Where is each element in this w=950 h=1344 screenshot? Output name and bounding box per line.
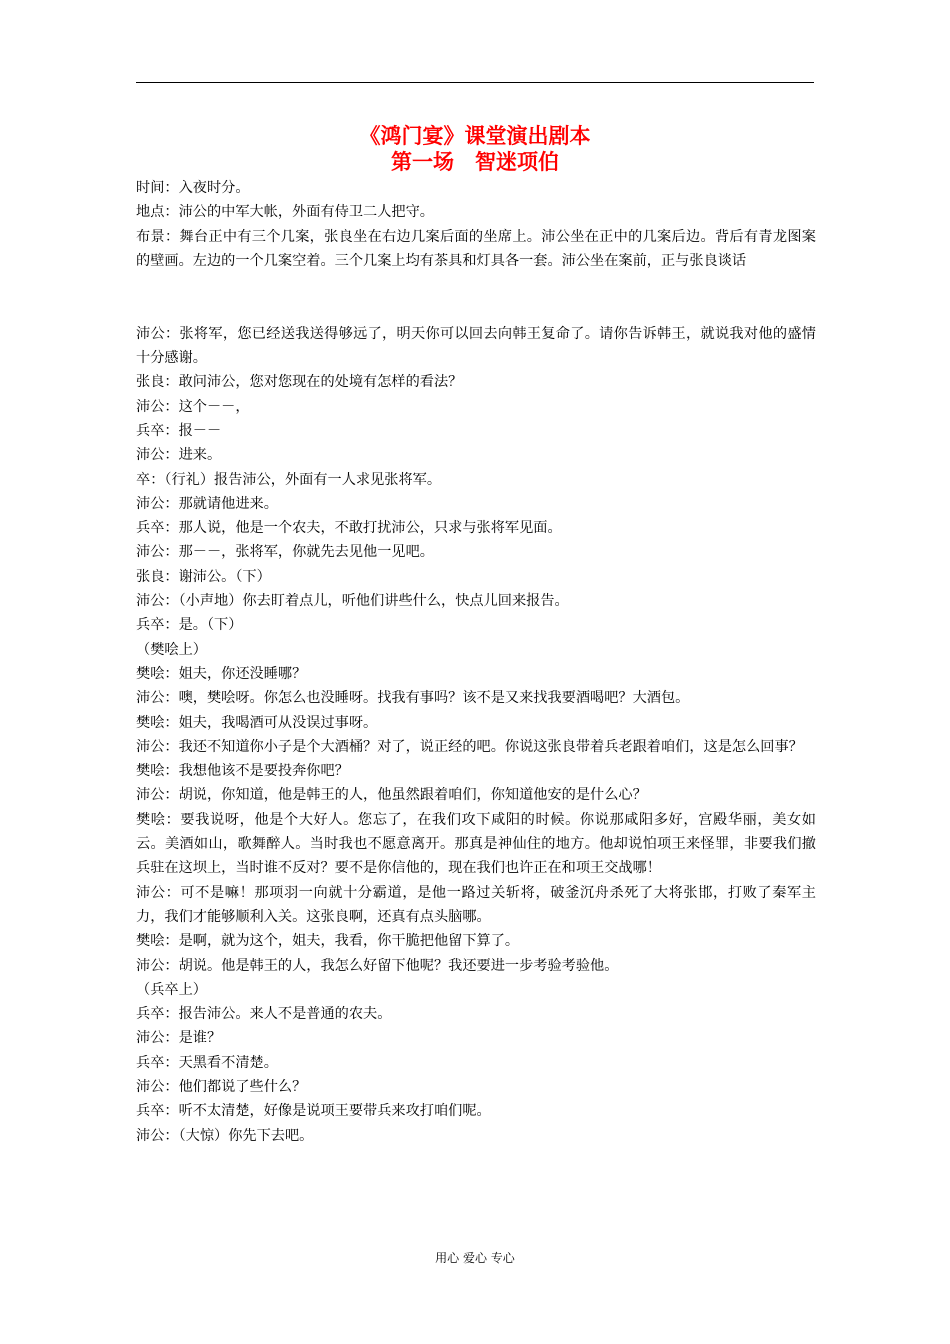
page-footer: 用心 爱心 专心 (435, 1251, 515, 1265)
dialogue-line: 沛公：可不是嘛！那项羽一向就十分霸道，是他一路过关斩将，破釜沉舟杀死了大将张邯，打败了秦军主力，我们才能够顺利入关。这张良啊，还真有点头脑哪。 (136, 884, 816, 925)
dialogue-line: 樊哙：要我说呀，他是个大好人。您忘了，在我们攻下咸阳的时候。你说那咸阳多好，宫殿华丽，美女如云。美酒如山，歌舞醉人。当时我也不愿意离开。那真是神仙住的地方。他却说怕项王来怪罪，非要我们撤兵驻在这坝上，当时谁不反对？要不是你信他的，现在我们也许正在和项王交战哪！ (136, 811, 816, 877)
dialogue-line: 兵卒：报告沛公。来人不是普通的农夫。 (136, 1006, 392, 1023)
dialogue-line: 沛公：（大惊）你先下去吧。 (136, 1127, 314, 1144)
dialogue-line: 沛公：他们都说了些什么？ (136, 1078, 307, 1095)
dialogue-line: 沛公：胡说。他是韩王的人，我怎么好留下他呢？我还要进一步考验考验他。 (136, 957, 619, 974)
stage-direction: （兵卒上） (136, 981, 207, 998)
paragraph-gap (136, 297, 816, 321)
dialogue-line: 樊哙：姐夫，你还没睡哪？ (136, 665, 307, 682)
dialogue-line: 兵卒：听不太清楚，好像是说项王要带兵来攻打咱们呢。 (136, 1103, 491, 1120)
dialogue-line: 兵卒：那人说，他是一个农夫，不敢打扰沛公，只求与张将军见面。 (136, 520, 562, 537)
dialogue-line: 兵卒：天黑看不清楚。 (136, 1054, 278, 1071)
dialogue-line: 兵卒：是。（下） (136, 617, 243, 634)
dialogue-line: 樊哙：是啊，就为这个，姐夫，我看，你干脆把他留下算了。 (136, 933, 520, 950)
dialogue-line: 张良：谢沛公。（下） (136, 568, 271, 585)
document-title: 《鸿门宴》课堂演出剧本 (359, 124, 591, 148)
dialogue-line: 沛公：进来。 (136, 447, 222, 464)
dialogue-line: 张良：敢问沛公，您对您现在的处境有怎样的看法？ (136, 374, 463, 391)
setup-time: 时间：入夜时分。 (136, 180, 250, 196)
header-rule (136, 82, 814, 83)
dialogue-line: 卒：（行礼）报告沛公，外面有一人求见张将军。 (136, 471, 442, 488)
dialogue-line: 樊哙：姐夫，我喝酒可从没误过事呀。 (136, 714, 378, 731)
dialogue-line: 沛公：这个－－， (136, 398, 250, 415)
setup-scenery: 布景：舞台正中有三个几案，张良坐在右边几案后面的坐席上。沛公坐在正中的几案后边。背后有青龙图案的壁画。左边的一个几案空着。三个几案上均有茶具和灯具各一套。沛公坐在案前，正与张良谈话 (136, 228, 816, 269)
dialogue-line: 兵卒：报－－ (136, 422, 222, 439)
scene-title: 第一场 智迷项伯 (391, 150, 559, 174)
dialogue-line: 樊哙：我想他该不是要投奔你吧？ (136, 763, 349, 780)
stage-direction: （樊哙上） (136, 641, 207, 658)
dialogue-line: 沛公：噢，樊哙呀。你怎么也没睡呀。找我有事吗？该不是又来找我要酒喝吧？大酒包。 (136, 690, 690, 707)
dialogue-line: 沛公：（小声地）你去盯着点儿，听他们讲些什么，快点儿回来报告。 (136, 593, 569, 610)
paragraph-gap (136, 273, 816, 297)
dialogue-line: 沛公：那就请他进来。 (136, 495, 278, 512)
document-body (136, 176, 816, 1148)
setup-place: 地点：沛公的中军大帐，外面有侍卫二人把守。 (136, 204, 434, 221)
dialogue-line: 沛公：是谁？ (136, 1030, 222, 1047)
dialogue-line: 沛公：张将军，您已经送我送得够远了，明天你可以回去向韩王复命了。请你告诉韩王，就说我对他的盛情十分感谢。 (136, 325, 816, 367)
dialogue-line: 沛公：我还不知道你小子是个大酒桶？对了，说正经的吧。你说这张良带着兵老跟着咱们，这是怎么回事？ (136, 738, 803, 755)
dialogue-line: 沛公：胡说，你知道，他是韩王的人，他虽然跟着咱们，你知道他安的是什么心？ (136, 787, 647, 804)
dialogue-line: 沛公：那－－，张将军，你就先去见他一见吧。 (136, 544, 434, 561)
